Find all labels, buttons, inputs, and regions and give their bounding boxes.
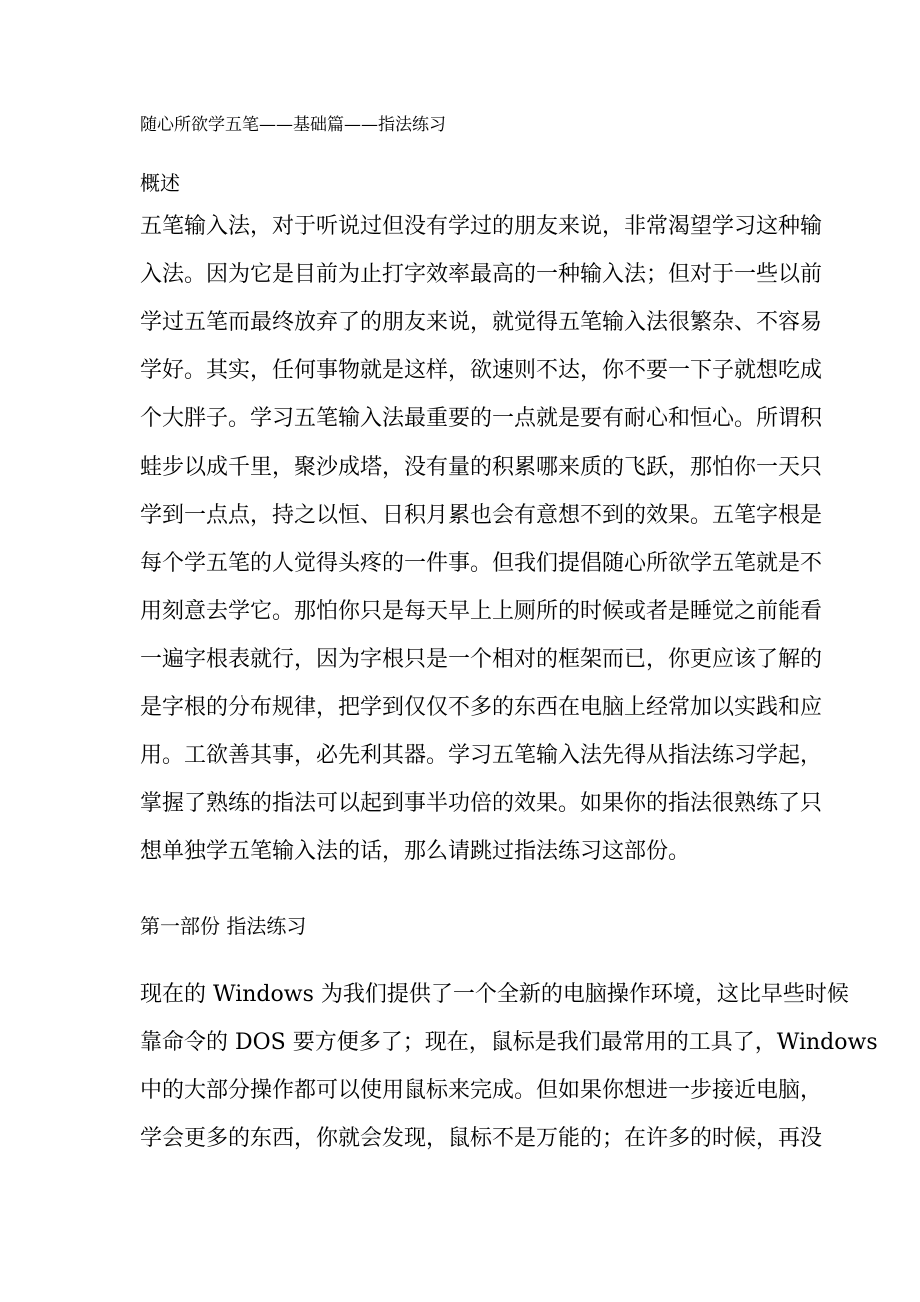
paragraph-line: 是字根的分布规律，把学到仅仅不多的东西在电脑上经常加以实践和应 — [140, 695, 823, 720]
paragraph-line: 中的大部分操作都可以使用鼠标来完成。但如果你想进一步接近电脑， — [140, 1078, 823, 1103]
paragraph-line: 入法。因为它是目前为止打字效率最高的一种输入法；但对于一些以前 — [140, 262, 823, 288]
paragraph-line: 学好。其实，任何事物就是这样，欲速则不达，你不要一下子就想吃成 — [140, 358, 823, 384]
paragraph-line: 用刻意去学它。那怕你只是每天早上上厕所的时候或者是睡觉之前能看 — [140, 598, 823, 624]
paragraph-line: 一遍字根表就行，因为字根只是一个相对的框架而已，你更应该了解的 — [140, 646, 823, 672]
paragraph-line: 蛙步以成千里，聚沙成塔，没有量的积累哪来质的飞跃，那怕你一天只 — [140, 454, 823, 480]
paragraph-line: 个大胖子。学习五笔输入法最重要的一点就是要有耐心和恒心。所谓积 — [140, 406, 823, 432]
section-heading-overview: 概述 — [140, 171, 180, 195]
paragraph-line: 想单独学五笔输入法的话，那么请跳过指法练习这部份。 — [140, 839, 691, 865]
paragraph-line: 五笔输入法，对于听说过但没有学过的朋友来说，非常渴望学习这种输 — [140, 214, 823, 239]
paragraph-line: 每个学五笔的人觉得头疼的一件事。但我们提倡随心所欲学五笔就是不 — [140, 550, 823, 576]
paragraph-line: 靠命令的 DOS 要方便多了；现在，鼠标是我们最常用的工具了，Windows — [140, 1030, 878, 1055]
paragraph-line: 掌握了熟练的指法可以起到事半功倍的效果。如果你的指法很熟练了只 — [140, 791, 823, 817]
paragraph-line: 用。工欲善其事，必先利其器。学习五笔输入法先得从指法练习学起， — [140, 743, 823, 769]
paragraph-line: 学会更多的东西，你就会发现，鼠标不是万能的；在许多的时候，再没 — [140, 1126, 823, 1151]
document-title: 随心所欲学五笔——基础篇——指法练习 — [140, 115, 446, 135]
section-heading-part1: 第一部份 指法练习 — [140, 914, 307, 938]
paragraph-line: 现在的 Windows 为我们提供了一个全新的电脑操作环境，这比早些时候 — [140, 982, 849, 1007]
paragraph-line: 学到一点点，持之以恒、日积月累也会有意想不到的效果。五笔字根是 — [140, 502, 823, 528]
paragraph-line: 学过五笔而最终放弃了的朋友来说，就觉得五笔输入法很繁杂、不容易 — [140, 310, 823, 336]
